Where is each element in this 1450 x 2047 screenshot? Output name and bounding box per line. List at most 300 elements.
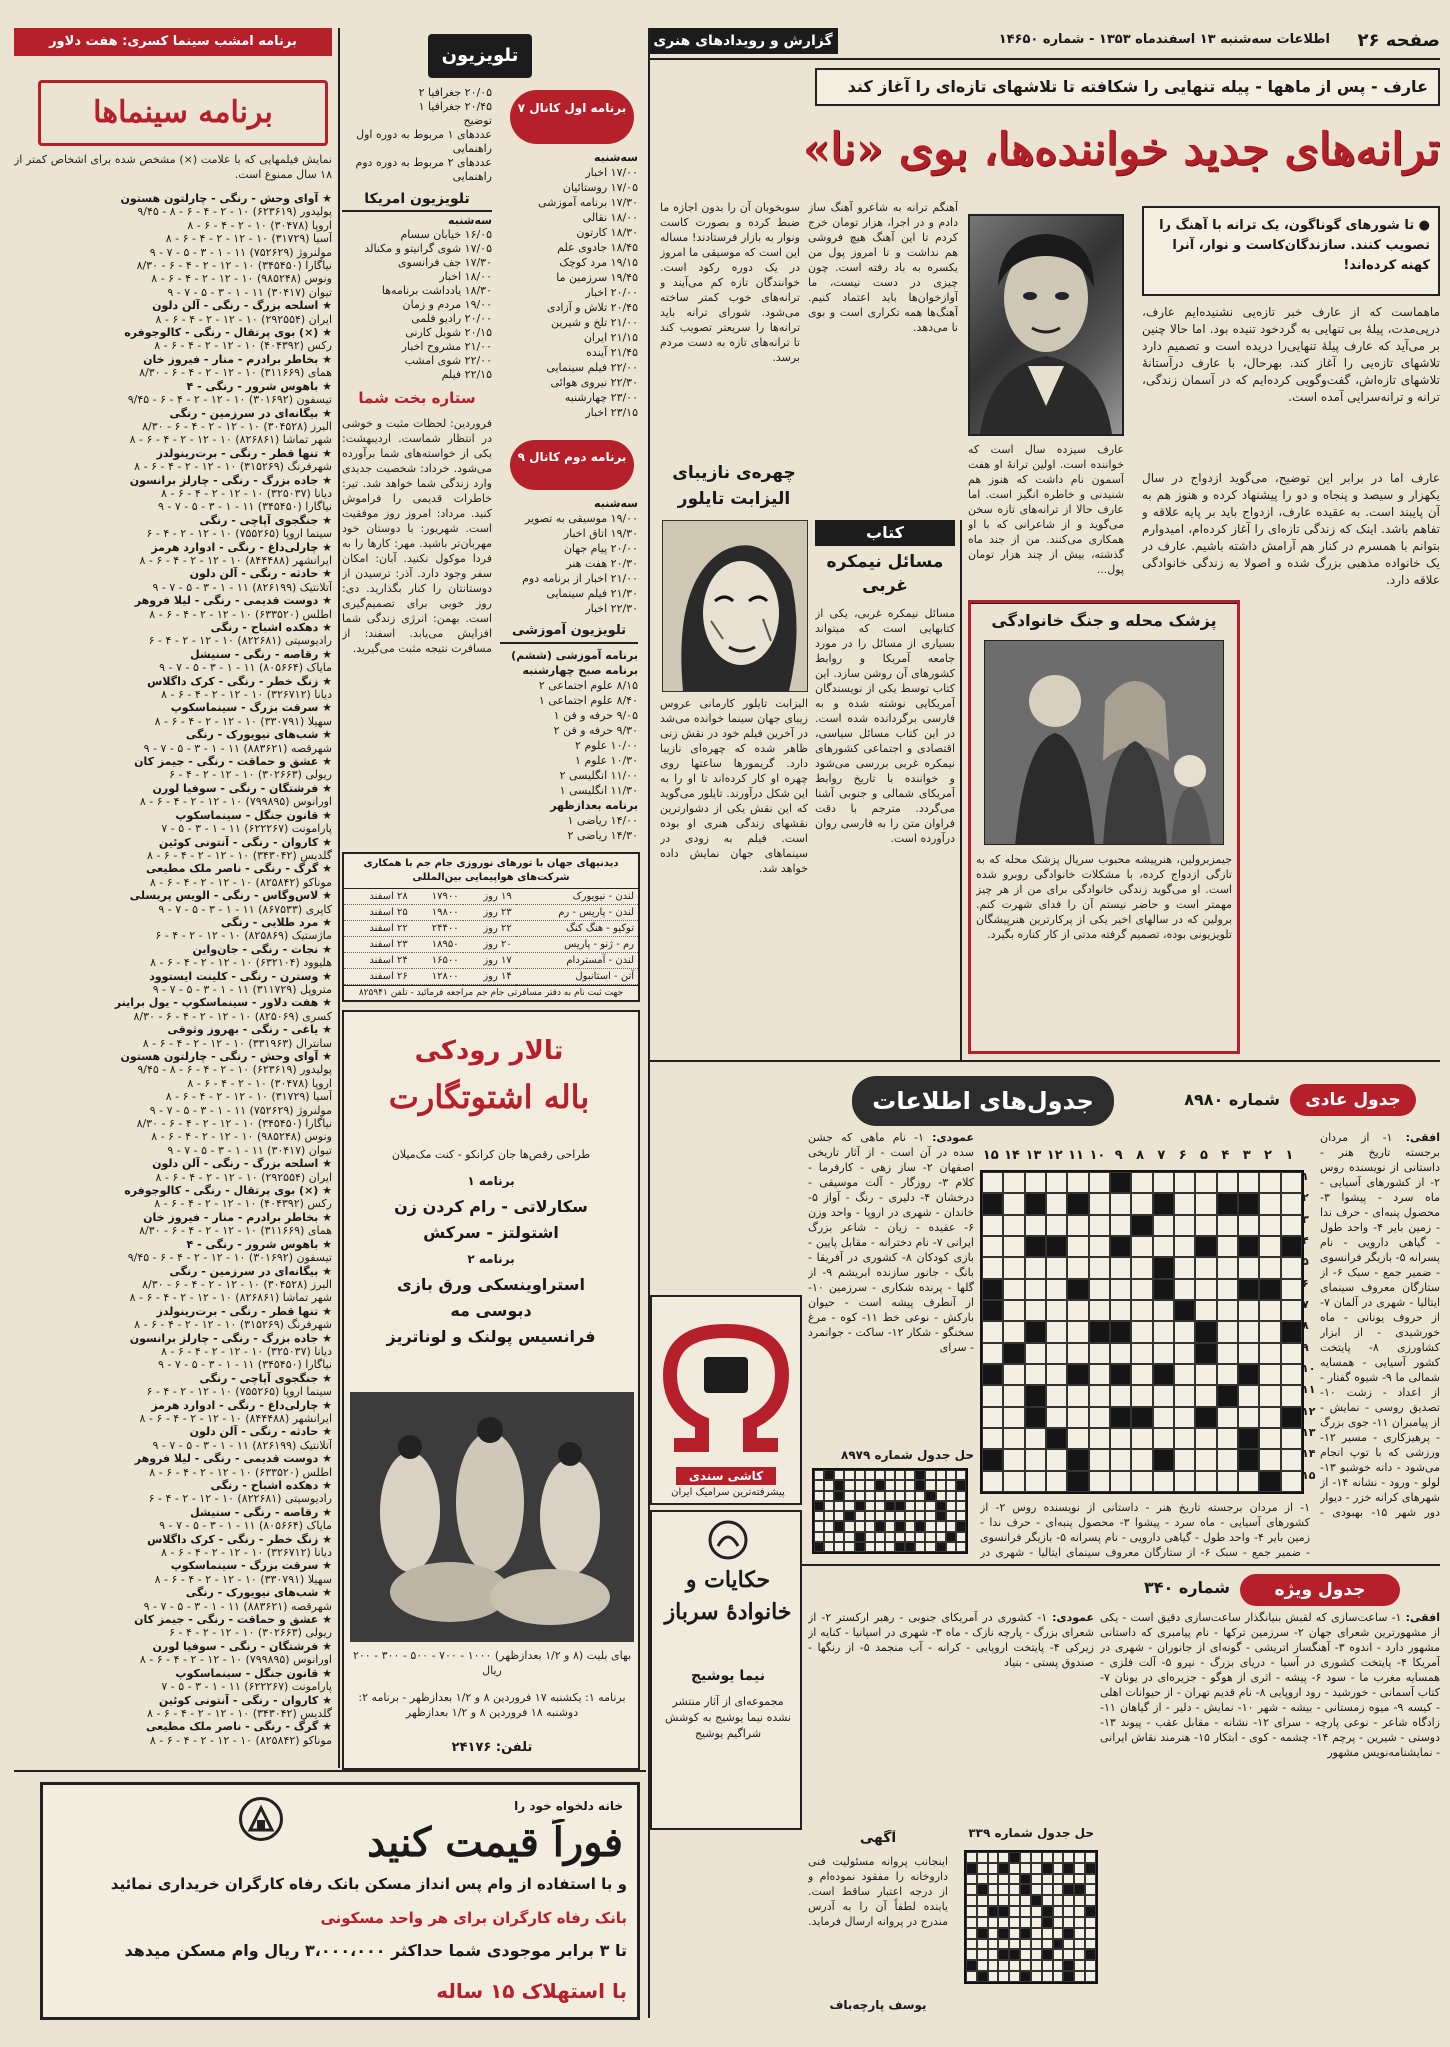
crossword-cell[interactable]	[1153, 1343, 1174, 1364]
crossword-cell[interactable]	[1131, 1279, 1152, 1300]
crossword-cell[interactable]	[1195, 1193, 1216, 1214]
crossword-cell[interactable]	[1281, 1193, 1302, 1214]
crossword-cell[interactable]	[865, 1501, 875, 1511]
crossword-cell[interactable]	[1063, 1906, 1074, 1917]
crossword-cell[interactable]	[885, 1542, 895, 1552]
crossword-cell[interactable]	[956, 1532, 966, 1542]
crossword-cell[interactable]	[1046, 1364, 1067, 1385]
crossword-cell[interactable]	[1238, 1407, 1259, 1428]
crossword-cell[interactable]	[1009, 1884, 1020, 1895]
crossword-cell[interactable]	[1031, 1884, 1042, 1895]
crossword-cell[interactable]	[1046, 1193, 1067, 1214]
crossword-cell[interactable]	[1110, 1471, 1131, 1492]
crossword-cell[interactable]	[982, 1257, 1003, 1278]
crossword-cell[interactable]	[1046, 1321, 1067, 1342]
crossword-cell[interactable]	[885, 1491, 895, 1501]
crossword-cell[interactable]	[982, 1407, 1003, 1428]
crossword-cell[interactable]	[1195, 1385, 1216, 1406]
crossword-cell[interactable]	[982, 1428, 1003, 1449]
crossword-cell[interactable]	[946, 1511, 956, 1521]
crossword-cell[interactable]	[1031, 1971, 1042, 1982]
crossword-cell[interactable]	[1174, 1428, 1195, 1449]
crossword-cell[interactable]	[1053, 1874, 1064, 1885]
crossword-cell[interactable]	[1067, 1321, 1088, 1342]
book-ad-box[interactable]	[650, 1510, 802, 1830]
crossword-cell[interactable]	[977, 1939, 988, 1950]
crossword-cell[interactable]	[1259, 1321, 1280, 1342]
crossword-cell[interactable]	[1174, 1364, 1195, 1385]
crossword-cell[interactable]	[1131, 1172, 1152, 1193]
crossword-cell[interactable]	[1053, 1949, 1064, 1960]
crossword-cell[interactable]	[824, 1501, 834, 1511]
crossword-cell[interactable]	[1089, 1385, 1110, 1406]
crossword-cell[interactable]	[1009, 1960, 1020, 1971]
crossword-cell[interactable]	[956, 1511, 966, 1521]
crossword-cell[interactable]	[1238, 1385, 1259, 1406]
crossword-cell[interactable]	[1053, 1884, 1064, 1895]
crossword-cell[interactable]	[885, 1521, 895, 1531]
crossword-cell[interactable]	[1089, 1428, 1110, 1449]
crossword-cell[interactable]	[998, 1917, 1009, 1928]
crossword-cell[interactable]	[966, 1939, 977, 1950]
crossword-cell[interactable]	[998, 1852, 1009, 1863]
crossword-cell[interactable]	[814, 1470, 824, 1480]
crossword-cell[interactable]	[844, 1470, 854, 1480]
crossword-cell[interactable]	[844, 1532, 854, 1542]
crossword-cell[interactable]	[1009, 1863, 1020, 1874]
crossword-cell[interactable]	[1074, 1863, 1085, 1874]
crossword-cell[interactable]	[814, 1491, 824, 1501]
crossword-cell[interactable]	[1063, 1917, 1074, 1928]
crossword-cell[interactable]	[1074, 1895, 1085, 1906]
crossword-cell[interactable]	[905, 1491, 915, 1501]
crossword-cell[interactable]	[1153, 1428, 1174, 1449]
crossword-cell[interactable]	[977, 1906, 988, 1917]
crossword-cell[interactable]	[875, 1501, 885, 1511]
crossword-cell[interactable]	[1020, 1852, 1031, 1863]
crossword-cell[interactable]	[1085, 1917, 1096, 1928]
crossword-cell[interactable]	[915, 1532, 925, 1542]
crossword-cell[interactable]	[1217, 1364, 1238, 1385]
crossword-cell[interactable]	[1085, 1939, 1096, 1950]
crossword-cell[interactable]	[844, 1501, 854, 1511]
crossword-cell[interactable]	[1009, 1939, 1020, 1950]
crossword-cell[interactable]	[1067, 1215, 1088, 1236]
crossword-cell[interactable]	[1281, 1300, 1302, 1321]
crossword-cell[interactable]	[936, 1491, 946, 1501]
crossword-cell[interactable]	[1153, 1300, 1174, 1321]
crossword-cell[interactable]	[1074, 1852, 1085, 1863]
crossword-cell[interactable]	[1085, 1884, 1096, 1895]
crossword-cell[interactable]	[1089, 1172, 1110, 1193]
crossword-cell[interactable]	[1174, 1279, 1195, 1300]
crossword-cell[interactable]	[1238, 1471, 1259, 1492]
crossword-cell[interactable]	[1131, 1257, 1152, 1278]
crossword-cell[interactable]	[1009, 1971, 1020, 1982]
crossword-cell[interactable]	[855, 1470, 865, 1480]
crossword-cell[interactable]	[1003, 1428, 1024, 1449]
crossword-cell[interactable]	[1110, 1343, 1131, 1364]
crossword-cell[interactable]	[855, 1511, 865, 1521]
crossword-cell[interactable]	[1259, 1343, 1280, 1364]
crossword-cell[interactable]	[1003, 1279, 1024, 1300]
crossword-cell[interactable]	[1089, 1407, 1110, 1428]
crossword-cell[interactable]	[1174, 1343, 1195, 1364]
crossword-cell[interactable]	[905, 1521, 915, 1531]
crossword-cell[interactable]	[1025, 1449, 1046, 1470]
crossword-cell[interactable]	[834, 1532, 844, 1542]
crossword-cell[interactable]	[988, 1874, 999, 1885]
crossword-cell[interactable]	[977, 1863, 988, 1874]
crossword-cell[interactable]	[1003, 1471, 1024, 1492]
crossword-cell[interactable]	[946, 1501, 956, 1511]
crossword-cell[interactable]	[834, 1470, 844, 1480]
crossword-cell[interactable]	[977, 1960, 988, 1971]
crossword-cell[interactable]	[1174, 1215, 1195, 1236]
crossword-cell[interactable]	[865, 1491, 875, 1501]
crossword-cell[interactable]	[1003, 1300, 1024, 1321]
crossword-cell[interactable]	[1217, 1471, 1238, 1492]
crossword-cell[interactable]	[946, 1491, 956, 1501]
crossword-cell[interactable]	[982, 1385, 1003, 1406]
crossword-cell[interactable]	[1281, 1385, 1302, 1406]
crossword1-grid[interactable]	[980, 1170, 1304, 1494]
crossword-cell[interactable]	[977, 1917, 988, 1928]
crossword-cell[interactable]	[1281, 1471, 1302, 1492]
crossword-cell[interactable]	[1025, 1279, 1046, 1300]
crossword-cell[interactable]	[1217, 1321, 1238, 1342]
crossword-cell[interactable]	[977, 1852, 988, 1863]
crossword-cell[interactable]	[1238, 1300, 1259, 1321]
ballet-ad[interactable]	[342, 1010, 640, 1770]
crossword-cell[interactable]	[1195, 1300, 1216, 1321]
crossword-cell[interactable]	[936, 1521, 946, 1531]
crossword-cell[interactable]	[1281, 1279, 1302, 1300]
crossword-cell[interactable]	[1063, 1939, 1074, 1950]
crossword-cell[interactable]	[1025, 1215, 1046, 1236]
crossword-cell[interactable]	[1174, 1321, 1195, 1342]
crossword-cell[interactable]	[966, 1928, 977, 1939]
crossword-cell[interactable]	[915, 1501, 925, 1511]
crossword-cell[interactable]	[814, 1480, 824, 1490]
crossword-cell[interactable]	[1174, 1471, 1195, 1492]
crossword-cell[interactable]	[1238, 1257, 1259, 1278]
crossword-cell[interactable]	[982, 1172, 1003, 1193]
crossword-cell[interactable]	[982, 1471, 1003, 1492]
crossword-cell[interactable]	[1063, 1949, 1074, 1960]
crossword-cell[interactable]	[1003, 1385, 1024, 1406]
crossword-cell[interactable]	[1074, 1906, 1085, 1917]
crossword-cell[interactable]	[905, 1532, 915, 1542]
crossword-cell[interactable]	[1020, 1917, 1031, 1928]
crossword-cell[interactable]	[946, 1521, 956, 1531]
crossword-cell[interactable]	[895, 1480, 905, 1490]
crossword-cell[interactable]	[824, 1511, 834, 1521]
crossword-cell[interactable]	[1003, 1407, 1024, 1428]
crossword-cell[interactable]	[885, 1511, 895, 1521]
crossword-cell[interactable]	[875, 1532, 885, 1542]
crossword-cell[interactable]	[1259, 1215, 1280, 1236]
crossword-cell[interactable]	[1042, 1960, 1053, 1971]
crossword-cell[interactable]	[1046, 1471, 1067, 1492]
crossword-cell[interactable]	[1153, 1215, 1174, 1236]
crossword-cell[interactable]	[1089, 1449, 1110, 1470]
crossword-cell[interactable]	[1025, 1300, 1046, 1321]
crossword-cell[interactable]	[1067, 1343, 1088, 1364]
crossword-cell[interactable]	[865, 1480, 875, 1490]
crossword-cell[interactable]	[1153, 1385, 1174, 1406]
crossword-cell[interactable]	[885, 1480, 895, 1490]
crossword-cell[interactable]	[1174, 1257, 1195, 1278]
crossword-cell[interactable]	[1195, 1257, 1216, 1278]
crossword-cell[interactable]	[1053, 1917, 1064, 1928]
crossword-cell[interactable]	[1217, 1279, 1238, 1300]
crossword-cell[interactable]	[1025, 1257, 1046, 1278]
crossword-cell[interactable]	[895, 1532, 905, 1542]
crossword-cell[interactable]	[814, 1532, 824, 1542]
crossword-cell[interactable]	[865, 1542, 875, 1552]
crossword-cell[interactable]	[824, 1480, 834, 1490]
crossword-cell[interactable]	[988, 1884, 999, 1895]
crossword-cell[interactable]	[977, 1895, 988, 1906]
crossword2-grid[interactable]	[964, 1850, 1098, 1984]
crossword-cell[interactable]	[1110, 1385, 1131, 1406]
crossword-cell[interactable]	[905, 1470, 915, 1480]
crossword-cell[interactable]	[1009, 1906, 1020, 1917]
crossword-cell[interactable]	[998, 1884, 1009, 1895]
crossword-cell[interactable]	[1053, 1863, 1064, 1874]
crossword-cell[interactable]	[1174, 1172, 1195, 1193]
crossword-cell[interactable]	[1020, 1895, 1031, 1906]
crossword-cell[interactable]	[875, 1511, 885, 1521]
crossword-cell[interactable]	[966, 1906, 977, 1917]
crossword-cell[interactable]	[844, 1521, 854, 1531]
crossword-cell[interactable]	[1089, 1300, 1110, 1321]
crossword-cell[interactable]	[814, 1521, 824, 1531]
crossword-cell[interactable]	[1217, 1407, 1238, 1428]
crossword-cell[interactable]	[1153, 1172, 1174, 1193]
crossword-cell[interactable]	[988, 1895, 999, 1906]
crossword-cell[interactable]	[925, 1501, 935, 1511]
crossword-cell[interactable]	[1031, 1917, 1042, 1928]
crossword-cell[interactable]	[865, 1511, 875, 1521]
crossword-cell[interactable]	[1074, 1971, 1085, 1982]
crossword-cell[interactable]	[1131, 1236, 1152, 1257]
crossword-cell[interactable]	[1089, 1471, 1110, 1492]
crossword-cell[interactable]	[855, 1491, 865, 1501]
crossword-cell[interactable]	[1003, 1257, 1024, 1278]
crossword-cell[interactable]	[1003, 1449, 1024, 1470]
crossword-cell[interactable]	[834, 1501, 844, 1511]
crossword-cell[interactable]	[1089, 1236, 1110, 1257]
crossword-cell[interactable]	[956, 1501, 966, 1511]
crossword-cell[interactable]	[1031, 1852, 1042, 1863]
crossword-cell[interactable]	[1074, 1939, 1085, 1950]
crossword-cell[interactable]	[925, 1470, 935, 1480]
crossword-cell[interactable]	[1085, 1852, 1096, 1863]
crossword-cell[interactable]	[824, 1521, 834, 1531]
crossword-cell[interactable]	[1131, 1428, 1152, 1449]
crossword-cell[interactable]	[1217, 1300, 1238, 1321]
crossword-cell[interactable]	[1153, 1407, 1174, 1428]
crossword-cell[interactable]	[1131, 1300, 1152, 1321]
crossword-cell[interactable]	[966, 1895, 977, 1906]
crossword-cell[interactable]	[1020, 1863, 1031, 1874]
crossword-cell[interactable]	[1259, 1428, 1280, 1449]
crossword-cell[interactable]	[1281, 1257, 1302, 1278]
crossword-cell[interactable]	[1089, 1257, 1110, 1278]
bank-ad[interactable]	[40, 1782, 640, 2020]
crossword-cell[interactable]	[1085, 1895, 1096, 1906]
crossword-cell[interactable]	[1217, 1449, 1238, 1470]
crossword-cell[interactable]	[936, 1470, 946, 1480]
crossword-cell[interactable]	[988, 1852, 999, 1863]
crossword-cell[interactable]	[925, 1532, 935, 1542]
crossword-cell[interactable]	[1195, 1172, 1216, 1193]
crossword-cell[interactable]	[936, 1480, 946, 1490]
crossword-cell[interactable]	[1046, 1407, 1067, 1428]
crossword-cell[interactable]	[988, 1863, 999, 1874]
crossword-cell[interactable]	[966, 1874, 977, 1885]
crossword-cell[interactable]	[946, 1542, 956, 1552]
crossword-cell[interactable]	[1195, 1428, 1216, 1449]
crossword-cell[interactable]	[1153, 1471, 1174, 1492]
crossword-cell[interactable]	[885, 1470, 895, 1480]
crossword-cell[interactable]	[998, 1939, 1009, 1950]
crossword-cell[interactable]	[1053, 1971, 1064, 1982]
crossword-cell[interactable]	[1195, 1449, 1216, 1470]
crossword-cell[interactable]	[875, 1470, 885, 1480]
crossword-cell[interactable]	[1046, 1300, 1067, 1321]
crossword-cell[interactable]	[1085, 1971, 1096, 1982]
crossword-cell[interactable]	[1217, 1236, 1238, 1257]
crossword-cell[interactable]	[1031, 1906, 1042, 1917]
crossword-cell[interactable]	[905, 1511, 915, 1521]
crossword-cell[interactable]	[925, 1480, 935, 1490]
crossword-cell[interactable]	[1067, 1300, 1088, 1321]
crossword-cell[interactable]	[966, 1917, 977, 1928]
crossword-cell[interactable]	[1217, 1343, 1238, 1364]
crossword-cell[interactable]	[1174, 1385, 1195, 1406]
crossword-cell[interactable]	[1025, 1471, 1046, 1492]
crossword-cell[interactable]	[1217, 1172, 1238, 1193]
crossword-cell[interactable]	[1042, 1939, 1053, 1950]
crossword-cell[interactable]	[1074, 1917, 1085, 1928]
crossword-cell[interactable]	[855, 1521, 865, 1531]
crossword-cell[interactable]	[855, 1480, 865, 1490]
crossword-cell[interactable]	[1174, 1449, 1195, 1470]
crossword-cell[interactable]	[1217, 1428, 1238, 1449]
crossword-cell[interactable]	[834, 1511, 844, 1521]
crossword-cell[interactable]	[1131, 1449, 1152, 1470]
crossword-cell[interactable]	[1003, 1364, 1024, 1385]
crossword-cell[interactable]	[915, 1491, 925, 1501]
crossword-cell[interactable]	[1195, 1471, 1216, 1492]
crossword-cell[interactable]	[1046, 1279, 1067, 1300]
crossword-cell[interactable]	[1025, 1172, 1046, 1193]
crossword-cell[interactable]	[1042, 1852, 1053, 1863]
crossword-cell[interactable]	[1067, 1407, 1088, 1428]
crossword-cell[interactable]	[1053, 1895, 1064, 1906]
crossword-cell[interactable]	[998, 1960, 1009, 1971]
crossword-cell[interactable]	[865, 1470, 875, 1480]
crossword-cell[interactable]	[977, 1949, 988, 1960]
crossword-cell[interactable]	[1259, 1364, 1280, 1385]
crossword-cell[interactable]	[946, 1480, 956, 1490]
crossword-cell[interactable]	[966, 1852, 977, 1863]
crossword-cell[interactable]	[946, 1470, 956, 1480]
crossword-cell[interactable]	[1046, 1449, 1067, 1470]
crossword-cell[interactable]	[1131, 1343, 1152, 1364]
crossword-cell[interactable]	[1131, 1321, 1152, 1342]
crossword-cell[interactable]	[1053, 1960, 1064, 1971]
crossword-cell[interactable]	[865, 1521, 875, 1531]
crossword-cell[interactable]	[988, 1917, 999, 1928]
omega-ad-box[interactable]	[650, 1295, 802, 1505]
crossword-cell[interactable]	[1089, 1364, 1110, 1385]
crossword-cell[interactable]	[1042, 1971, 1053, 1982]
crossword-cell[interactable]	[905, 1501, 915, 1511]
crossword-cell[interactable]	[1025, 1428, 1046, 1449]
crossword-cell[interactable]	[1089, 1193, 1110, 1214]
crossword-cell[interactable]	[998, 1895, 1009, 1906]
crossword-cell[interactable]	[1174, 1407, 1195, 1428]
crossword-cell[interactable]	[1074, 1960, 1085, 1971]
crossword-cell[interactable]	[1110, 1257, 1131, 1278]
crossword-cell[interactable]	[998, 1971, 1009, 1982]
crossword-cell[interactable]	[988, 1949, 999, 1960]
crossword-cell[interactable]	[1067, 1257, 1088, 1278]
crossword-cell[interactable]	[895, 1511, 905, 1521]
crossword-cell[interactable]	[1259, 1193, 1280, 1214]
crossword-cell[interactable]	[824, 1532, 834, 1542]
crossword-cell[interactable]	[1042, 1895, 1053, 1906]
crossword-cell[interactable]	[1259, 1385, 1280, 1406]
crossword-cell[interactable]	[988, 1971, 999, 1982]
crossword-cell[interactable]	[1025, 1364, 1046, 1385]
crossword-cell[interactable]	[1110, 1428, 1131, 1449]
crossword-cell[interactable]	[915, 1542, 925, 1552]
crossword-cell[interactable]	[875, 1542, 885, 1552]
crossword-cell[interactable]	[824, 1542, 834, 1552]
crossword-cell[interactable]	[1031, 1939, 1042, 1950]
crossword-cell[interactable]	[1238, 1321, 1259, 1342]
crossword-cell[interactable]	[988, 1928, 999, 1939]
crossword-cell[interactable]	[1110, 1449, 1131, 1470]
crossword-cell[interactable]	[814, 1511, 824, 1521]
crossword-cell[interactable]	[1074, 1949, 1085, 1960]
crossword-cell[interactable]	[1195, 1279, 1216, 1300]
crossword-cell[interactable]	[1281, 1343, 1302, 1364]
crossword-cell[interactable]	[1031, 1928, 1042, 1939]
crossword-cell[interactable]	[1009, 1895, 1020, 1906]
crossword-cell[interactable]	[1085, 1874, 1096, 1885]
crossword-cell[interactable]	[956, 1470, 966, 1480]
crossword-cell[interactable]	[1003, 1215, 1024, 1236]
crossword-cell[interactable]	[885, 1532, 895, 1542]
crossword-cell[interactable]	[1003, 1193, 1024, 1214]
crossword-cell[interactable]	[1131, 1385, 1152, 1406]
crossword-cell[interactable]	[998, 1874, 1009, 1885]
crossword-cell[interactable]	[1009, 1874, 1020, 1885]
crossword-cell[interactable]	[1131, 1364, 1152, 1385]
crossword-cell[interactable]	[1009, 1917, 1020, 1928]
crossword-cell[interactable]	[1046, 1257, 1067, 1278]
crossword-cell[interactable]	[1089, 1343, 1110, 1364]
crossword-cell[interactable]	[1025, 1343, 1046, 1364]
crossword-cell[interactable]	[1046, 1385, 1067, 1406]
crossword-cell[interactable]	[1259, 1449, 1280, 1470]
